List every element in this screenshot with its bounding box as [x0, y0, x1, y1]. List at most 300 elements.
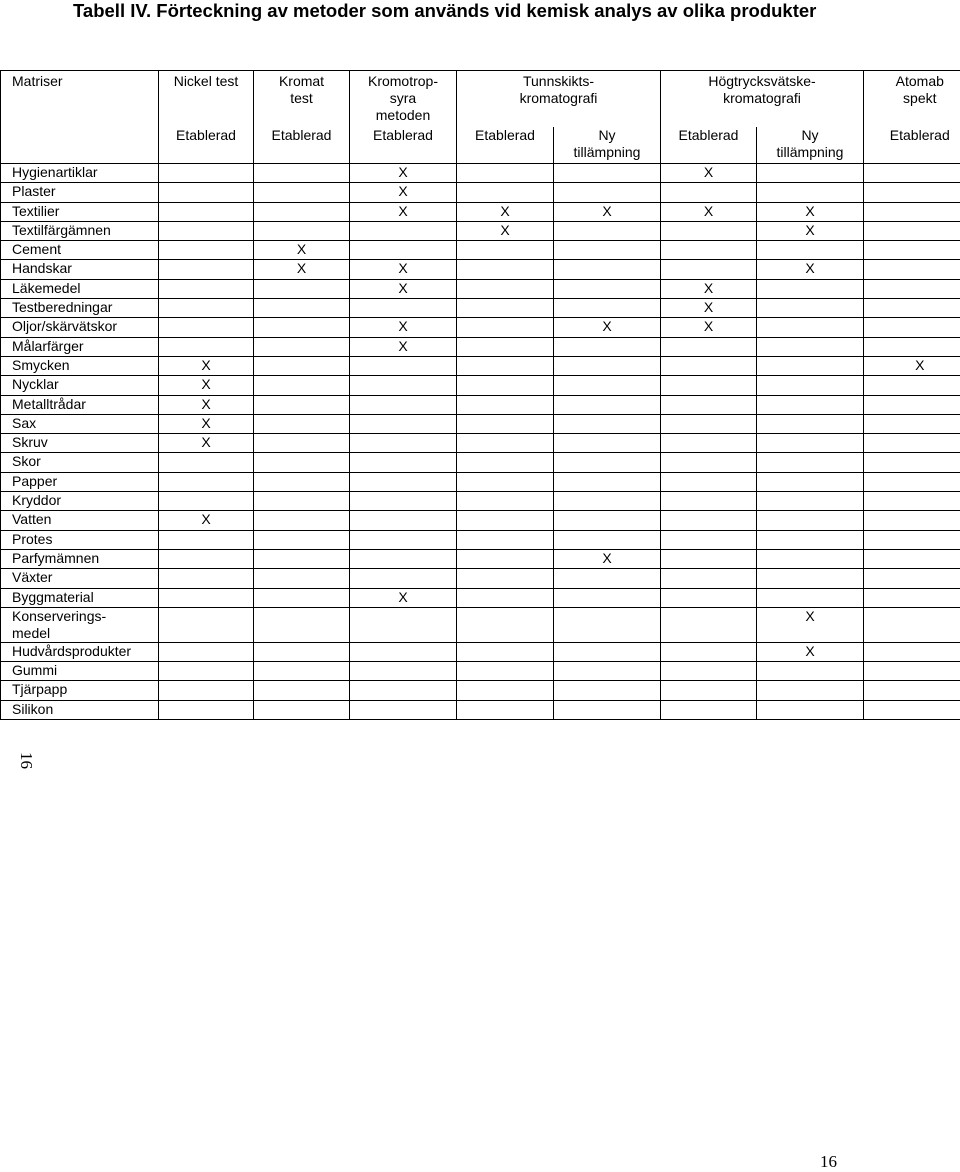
row-label: Textilier — [1, 202, 159, 221]
table-cell: X — [757, 221, 864, 240]
table-row — [1, 569, 960, 588]
table-cell — [661, 549, 757, 568]
table-cell — [757, 318, 864, 337]
row-label: Skruv — [1, 434, 159, 453]
table-cell — [254, 221, 350, 240]
table-row — [1, 530, 960, 549]
table-cell — [864, 662, 960, 681]
table-row — [1, 221, 960, 240]
row-label: Växter — [1, 569, 159, 588]
table-cell — [554, 337, 661, 356]
table-cell — [159, 588, 254, 607]
table-cell — [457, 681, 554, 700]
table-cell — [554, 492, 661, 511]
row-label: Parfymämnen — [1, 549, 159, 568]
row-label: Gummi — [1, 662, 159, 681]
table-cell — [864, 318, 960, 337]
table-row — [1, 356, 960, 375]
table-cell — [864, 299, 960, 318]
table-cell — [661, 607, 757, 642]
table-cell — [350, 511, 457, 530]
table-cell — [254, 318, 350, 337]
table-cell — [757, 414, 864, 433]
status-etablerad: Etablerad — [254, 127, 350, 164]
table-cell — [554, 530, 661, 549]
row-label: Testberedningar — [1, 299, 159, 318]
table-cell — [554, 642, 661, 661]
header-nickel-test: Nickel test — [159, 71, 254, 128]
table-cell — [254, 492, 350, 511]
table-cell — [457, 356, 554, 375]
side-page-number: 16 — [16, 752, 36, 769]
table-cell — [661, 681, 757, 700]
table-cell — [864, 472, 960, 491]
status-etablerad: Etablerad — [350, 127, 457, 164]
table-cell — [757, 588, 864, 607]
status-etablerad: Etablerad — [661, 127, 757, 164]
table-cell: X — [661, 164, 757, 183]
table-cell — [554, 453, 661, 472]
table-cell — [757, 681, 864, 700]
table-cell — [864, 492, 960, 511]
status-ny-tillampning: Ny tillämpning — [554, 127, 661, 164]
table-cell — [661, 414, 757, 433]
table-cell — [554, 299, 661, 318]
table-cell — [254, 607, 350, 642]
table-cell — [554, 395, 661, 414]
table-cell — [254, 337, 350, 356]
table-cell — [350, 607, 457, 642]
table-cell — [159, 607, 254, 642]
table-cell — [757, 376, 864, 395]
table-cell — [254, 434, 350, 453]
row-label: Vatten — [1, 511, 159, 530]
table-cell: X — [254, 241, 350, 260]
table-cell — [350, 700, 457, 719]
table-cell — [554, 662, 661, 681]
table-cell — [864, 569, 960, 588]
table-cell — [457, 511, 554, 530]
table-cell — [457, 183, 554, 202]
table-cell — [661, 530, 757, 549]
table-cell: X — [554, 202, 661, 221]
table-cell — [864, 511, 960, 530]
table-cell — [661, 337, 757, 356]
table-cell: X — [661, 318, 757, 337]
table-cell — [254, 681, 350, 700]
table-cell — [554, 588, 661, 607]
table-cell: X — [159, 376, 254, 395]
table-cell — [159, 260, 254, 279]
table-cell — [661, 260, 757, 279]
table-cell — [457, 588, 554, 607]
table-cell — [864, 700, 960, 719]
table-cell — [661, 434, 757, 453]
table-cell — [254, 376, 350, 395]
table-cell: X — [159, 434, 254, 453]
row-label: Byggmaterial — [1, 588, 159, 607]
row-label: Papper — [1, 472, 159, 491]
table-cell — [757, 492, 864, 511]
table-cell — [757, 530, 864, 549]
table-cell: X — [254, 260, 350, 279]
table-cell — [350, 530, 457, 549]
row-label: Kryddor — [1, 492, 159, 511]
table-cell — [254, 530, 350, 549]
status-ny-tillampning: Ny tillämpning — [757, 127, 864, 164]
status-etablerad: Etablerad — [159, 127, 254, 164]
table-cell — [254, 164, 350, 183]
table-cell — [159, 241, 254, 260]
table-cell — [457, 318, 554, 337]
table-cell — [457, 700, 554, 719]
table-cell — [864, 241, 960, 260]
table-cell — [661, 453, 757, 472]
table-cell — [864, 681, 960, 700]
table-cell — [554, 681, 661, 700]
table-cell — [554, 241, 661, 260]
table-cell — [757, 662, 864, 681]
table-cell — [254, 183, 350, 202]
table-cell — [254, 414, 350, 433]
row-label: Plaster — [1, 183, 159, 202]
table-cell — [457, 662, 554, 681]
table-cell — [159, 492, 254, 511]
table-cell — [254, 642, 350, 661]
row-label: Nycklar — [1, 376, 159, 395]
table-cell — [661, 511, 757, 530]
table-cell — [350, 453, 457, 472]
table-cell — [864, 337, 960, 356]
table-cell — [159, 221, 254, 240]
table-cell — [457, 607, 554, 642]
table-cell — [254, 395, 350, 414]
table-cell — [159, 642, 254, 661]
table-cell — [757, 241, 864, 260]
table-row — [1, 549, 960, 568]
table-cell — [254, 700, 350, 719]
table-cell — [350, 376, 457, 395]
table-row — [1, 318, 960, 337]
row-label: Hygienartiklar — [1, 164, 159, 183]
status-etablerad: Etablerad — [864, 127, 960, 164]
table-cell: X — [350, 260, 457, 279]
row-label: Silikon — [1, 700, 159, 719]
table-cell — [350, 241, 457, 260]
table-cell — [757, 279, 864, 298]
table-cell — [864, 607, 960, 642]
table-cell — [350, 356, 457, 375]
table-cell — [757, 700, 864, 719]
table-cell — [457, 642, 554, 661]
table-cell: X — [159, 356, 254, 375]
table-cell — [254, 662, 350, 681]
table-cell — [661, 376, 757, 395]
table-cell — [864, 395, 960, 414]
table-cell: X — [661, 202, 757, 221]
table-cell — [864, 453, 960, 472]
table-cell — [254, 356, 350, 375]
table-cell: X — [350, 202, 457, 221]
table-cell — [350, 395, 457, 414]
table-cell — [350, 434, 457, 453]
table-cell — [457, 164, 554, 183]
table-cell — [457, 492, 554, 511]
table-cell: X — [350, 318, 457, 337]
row-label: Metalltrådar — [1, 395, 159, 414]
table-cell — [554, 434, 661, 453]
table-cell: X — [757, 607, 864, 642]
table-cell — [554, 376, 661, 395]
header-hogtryck: Högtrycksvätske- kromatografi — [661, 71, 864, 128]
table-cell — [864, 530, 960, 549]
table-cell — [864, 588, 960, 607]
table-cell — [864, 279, 960, 298]
table-row — [1, 434, 960, 453]
table-cell — [554, 472, 661, 491]
table-cell — [757, 337, 864, 356]
table-cell — [254, 511, 350, 530]
table-cell — [350, 472, 457, 491]
table-row — [1, 279, 960, 298]
table-cell: X — [554, 549, 661, 568]
header-atomab: Atomab spekt — [864, 71, 960, 128]
table-cell — [757, 395, 864, 414]
row-label: Läkemedel — [1, 279, 159, 298]
table-cell — [159, 279, 254, 298]
table-cell — [554, 356, 661, 375]
status-etablerad: Etablerad — [457, 127, 554, 164]
table-cell — [661, 395, 757, 414]
table-row — [1, 700, 960, 719]
table-cell — [554, 511, 661, 530]
table-cell: X — [757, 642, 864, 661]
table-cell — [661, 642, 757, 661]
table-cell — [554, 607, 661, 642]
table-cell — [661, 356, 757, 375]
table-cell — [159, 681, 254, 700]
table-cell: X — [661, 279, 757, 298]
table-cell: X — [864, 356, 960, 375]
table-cell — [254, 279, 350, 298]
header-matriser: Matriser — [1, 71, 159, 128]
table-row — [1, 202, 960, 221]
table-cell — [159, 662, 254, 681]
table-row — [1, 492, 960, 511]
table-row — [1, 414, 960, 433]
table-row — [1, 260, 960, 279]
methods-table — [0, 70, 960, 720]
table-cell — [457, 434, 554, 453]
table-cell — [864, 642, 960, 661]
table-row — [1, 642, 960, 661]
row-label: Cement — [1, 241, 159, 260]
table-row — [1, 395, 960, 414]
table-cell — [159, 700, 254, 719]
table-cell — [757, 434, 864, 453]
table-cell — [254, 202, 350, 221]
table-cell: X — [159, 414, 254, 433]
table-cell — [554, 260, 661, 279]
table-cell — [159, 453, 254, 472]
header-kromotropsyra: Kromotrop- syra metoden — [350, 71, 457, 128]
table-cell — [554, 279, 661, 298]
table-cell — [457, 337, 554, 356]
row-label: Oljor/skärvätskor — [1, 318, 159, 337]
table-cell — [159, 549, 254, 568]
table-cell — [757, 511, 864, 530]
table-cell — [254, 299, 350, 318]
table-cell — [350, 299, 457, 318]
table-row — [1, 376, 960, 395]
table-cell — [350, 662, 457, 681]
row-label: Protes — [1, 530, 159, 549]
table-cell — [457, 279, 554, 298]
table-cell — [159, 164, 254, 183]
page-number: 16 — [820, 1152, 837, 1172]
table-cell — [554, 164, 661, 183]
table-cell — [457, 453, 554, 472]
table-cell — [457, 260, 554, 279]
table-row — [1, 299, 960, 318]
table-cell: X — [350, 183, 457, 202]
table-cell: X — [350, 164, 457, 183]
table-cell — [457, 299, 554, 318]
table-cell — [254, 549, 350, 568]
table-cell — [254, 472, 350, 491]
table-cell — [350, 642, 457, 661]
table-cell — [757, 299, 864, 318]
table-cell — [864, 376, 960, 395]
table-cell — [457, 395, 554, 414]
table-cell — [457, 376, 554, 395]
table-cell — [254, 588, 350, 607]
table-cell — [757, 569, 864, 588]
table-row — [1, 662, 960, 681]
table-cell — [554, 700, 661, 719]
status-blank — [1, 127, 159, 164]
table-cell — [554, 221, 661, 240]
table-title: Tabell IV. Förteckning av metoder som används vid kemisk analys av olika produkter — [73, 0, 953, 22]
table-cell: X — [554, 318, 661, 337]
table-row — [1, 681, 960, 700]
table-cell — [457, 569, 554, 588]
table-cell — [159, 318, 254, 337]
table-cell — [350, 681, 457, 700]
header-tunnskikt: Tunnskikts- kromatografi — [457, 71, 661, 128]
table-cell — [661, 492, 757, 511]
table-cell — [757, 164, 864, 183]
table-cell: X — [757, 202, 864, 221]
table-cell — [864, 549, 960, 568]
table-cell — [661, 472, 757, 491]
table-cell — [757, 472, 864, 491]
row-label: Textilfärgämnen — [1, 221, 159, 240]
table-row — [1, 241, 960, 260]
table-cell — [554, 414, 661, 433]
table-cell — [159, 569, 254, 588]
table-cell — [159, 183, 254, 202]
table-cell — [554, 183, 661, 202]
table-cell — [864, 202, 960, 221]
table-cell — [661, 183, 757, 202]
table-cell — [661, 588, 757, 607]
table-cell: X — [350, 588, 457, 607]
table-row — [1, 511, 960, 530]
table-cell — [554, 569, 661, 588]
table-cell — [159, 472, 254, 491]
row-label: Målarfärger — [1, 337, 159, 356]
row-label: Tjärpapp — [1, 681, 159, 700]
table-cell: X — [661, 299, 757, 318]
table-cell — [864, 164, 960, 183]
row-label: Konserverings- medel — [1, 607, 159, 642]
table-row — [1, 607, 960, 642]
table-cell — [661, 241, 757, 260]
table-row — [1, 472, 960, 491]
table-row — [1, 183, 960, 202]
table-cell — [350, 549, 457, 568]
table-cell — [661, 700, 757, 719]
table-cell — [661, 221, 757, 240]
table-cell — [864, 221, 960, 240]
table-row — [1, 453, 960, 472]
table-cell — [457, 530, 554, 549]
table-cell — [350, 492, 457, 511]
table-cell — [757, 453, 864, 472]
table-cell: X — [350, 337, 457, 356]
table-cell — [864, 260, 960, 279]
table-row — [1, 164, 960, 183]
table-cell — [457, 549, 554, 568]
table-cell: X — [457, 202, 554, 221]
table-cell: X — [159, 511, 254, 530]
table-cell: X — [457, 221, 554, 240]
table-cell — [254, 569, 350, 588]
table-cell — [757, 549, 864, 568]
table-cell: X — [757, 260, 864, 279]
table-cell: X — [159, 395, 254, 414]
table-cell — [864, 434, 960, 453]
table-cell — [350, 221, 457, 240]
table-row — [1, 588, 960, 607]
table-cell — [457, 414, 554, 433]
table-cell — [661, 662, 757, 681]
table-cell — [254, 453, 350, 472]
table-cell — [159, 530, 254, 549]
table-cell — [159, 299, 254, 318]
table-cell — [661, 569, 757, 588]
row-label: Smycken — [1, 356, 159, 375]
table-cell — [457, 472, 554, 491]
table-cell — [159, 202, 254, 221]
table-cell — [757, 183, 864, 202]
table-cell — [864, 414, 960, 433]
row-label: Handskar — [1, 260, 159, 279]
table-cell — [350, 414, 457, 433]
header-kromat-test: Kromat test — [254, 71, 350, 128]
table-cell — [864, 183, 960, 202]
table-cell — [159, 337, 254, 356]
table-cell — [350, 569, 457, 588]
row-label: Sax — [1, 414, 159, 433]
table-cell: X — [350, 279, 457, 298]
row-label: Hudvårdsprodukter — [1, 642, 159, 661]
table-cell — [457, 241, 554, 260]
table-cell — [757, 356, 864, 375]
table-row — [1, 337, 960, 356]
row-label: Skor — [1, 453, 159, 472]
